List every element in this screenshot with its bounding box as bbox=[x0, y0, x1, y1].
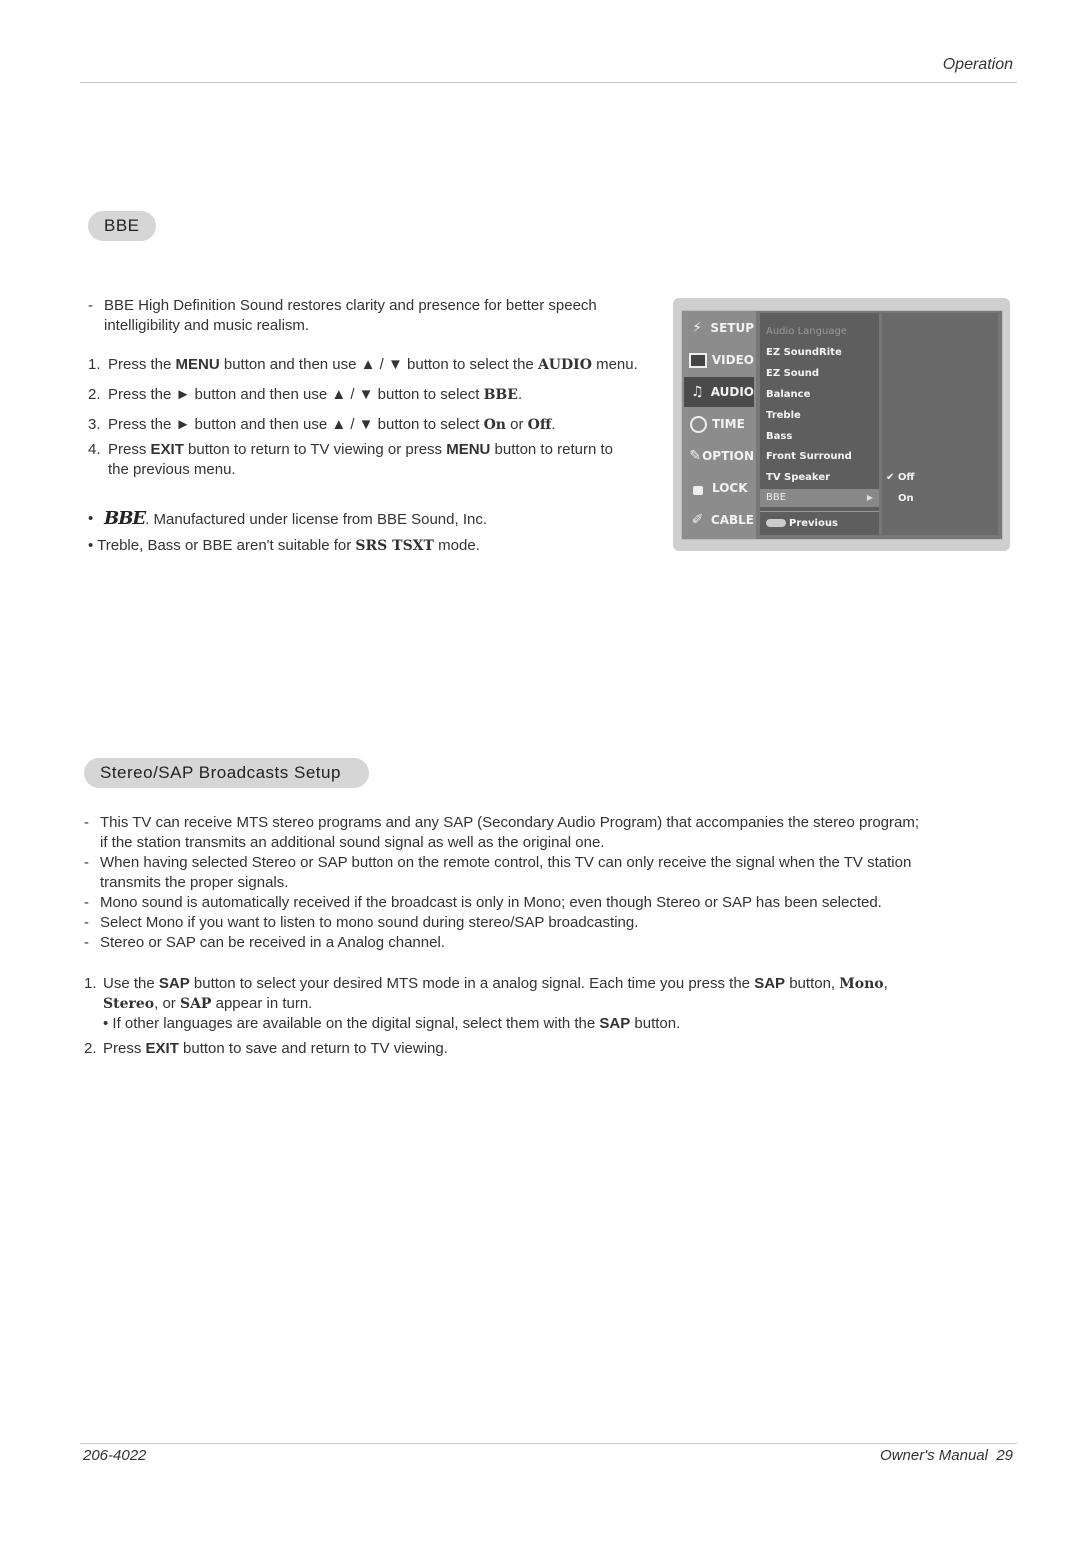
menu-item-bass[interactable]: Bass bbox=[766, 431, 793, 442]
bbe-intro-line-2: intelligibility and music realism. bbox=[104, 317, 310, 334]
tv-audio-menu-screenshot bbox=[673, 298, 1010, 551]
satellite-icon: ⚡ bbox=[692, 320, 703, 336]
menu-item-tv-speaker[interactable]: TV Speaker bbox=[766, 472, 831, 483]
tab-time[interactable]: TIME bbox=[684, 409, 754, 439]
option-off[interactable]: ✔ Off bbox=[886, 472, 915, 483]
speaker-icon: ♫ bbox=[691, 384, 704, 400]
tab-video[interactable]: VIDEO bbox=[684, 345, 754, 375]
tab-cable[interactable]: ✐ CABLE bbox=[684, 505, 754, 535]
wrench-icon: ✎ bbox=[689, 448, 701, 464]
footer-page-number: 29 bbox=[996, 1447, 1013, 1464]
menu-item-treble[interactable]: Treble bbox=[766, 410, 801, 421]
bbe-logo: BBE bbox=[104, 508, 146, 529]
menu-item-ez-soundrite[interactable]: EZ SoundRite bbox=[766, 347, 842, 358]
menu-divider bbox=[760, 511, 879, 512]
footer-doc-code: 206-4022 bbox=[83, 1447, 147, 1464]
footer-rule bbox=[80, 1443, 1017, 1444]
sap-content: - This TV can receive MTS stereo programs and any SAP (Secondary Audio Program) that accompanies the stereo program; if the station transmits an additional sound signal as well as the original one. - When having selected Stereo or SAP button on the remote control, this TV can only receive the signal when the TV station transmits the proper signals. - Mono sound is automatically received if the broadcast is only in Mono; even though Stereo or SAP has been selected. - Select Mono if you want to listen to mono sound during stereo/SAP broadcasting. - Stereo or SAP can be received in a Analog channel. 1. Use the SAP button to select your desired MTS mode in a analog signal. Each time you press the SAP button, Mono, Stereo, or SAP appear in turn. • If other languages are available on the digital signal, select them with the SAP button. 2. Press EXIT button to save and return to TV viewing. bbox=[84, 814, 920, 1057]
bbe-content: - BBE High Definition Sound restores clarity and presence for better speech intelligibility and music realism. 1. Press the MENU button and then use ▲ / ▼ button to select the AUDIO menu. 2. Press the ► button and then use ▲ / ▼ button to select BBE. 3. Press the ► button and then use ▲ / ▼ button to select On or Off. 4. Press EXIT button to return to TV viewing or press MENU button to return to the previous menu. • BBE. Manufactured under license from BBE Sound, Inc. • Treble, Bass or BBE aren't suitable for SRS TSXT mode. bbox=[88, 297, 638, 554]
menu-item-balance[interactable]: Balance bbox=[766, 389, 811, 400]
tab-setup[interactable]: ⚡ SETUP bbox=[684, 313, 754, 343]
menu-item-ez-sound[interactable]: EZ Sound bbox=[766, 368, 820, 379]
bbe-intro-line-1: BBE High Definition Sound restores clarity and presence for better speech bbox=[104, 297, 597, 314]
menu-item-front-surround[interactable]: Front Surround bbox=[766, 451, 852, 462]
menu-item-bbe[interactable]: BBE ▶ bbox=[760, 489, 879, 507]
bbe-options-panel bbox=[882, 313, 998, 535]
header-rule bbox=[80, 82, 1017, 83]
header-section-title: Operation bbox=[942, 56, 1013, 73]
bbe-section-title: BBE bbox=[88, 211, 156, 241]
checkmark-icon: ✔ bbox=[886, 472, 895, 483]
menu-previous[interactable]: Previous bbox=[766, 518, 838, 529]
clock-icon bbox=[688, 414, 708, 434]
option-on[interactable]: On bbox=[898, 493, 914, 504]
bbe-suitability-note: • Treble, Bass or BBE aren't suitable for SRS TSXT mode. bbox=[88, 537, 480, 554]
menu-button-icon bbox=[766, 519, 786, 527]
screen-icon bbox=[688, 350, 708, 370]
footer-page-info bbox=[880, 1447, 1013, 1464]
cable-icon: ✐ bbox=[691, 512, 704, 528]
audio-menu-list bbox=[760, 313, 879, 535]
footer-manual-label: Owner's Manual bbox=[880, 1447, 988, 1464]
sap-section-title: Stereo/SAP Broadcasts Setup bbox=[84, 758, 369, 788]
menu-item-audio-language[interactable]: Audio Language bbox=[766, 326, 847, 337]
tab-option[interactable]: ✎ OPTION bbox=[689, 448, 754, 464]
padlock-icon bbox=[688, 478, 708, 498]
tab-lock[interactable]: LOCK bbox=[684, 473, 754, 503]
tab-audio[interactable]: ♫ AUDIO bbox=[684, 377, 754, 407]
tv-menu-panel bbox=[681, 310, 1003, 540]
submenu-arrow-icon: ▶ bbox=[866, 493, 873, 502]
tv-menu-tabs bbox=[682, 311, 756, 539]
